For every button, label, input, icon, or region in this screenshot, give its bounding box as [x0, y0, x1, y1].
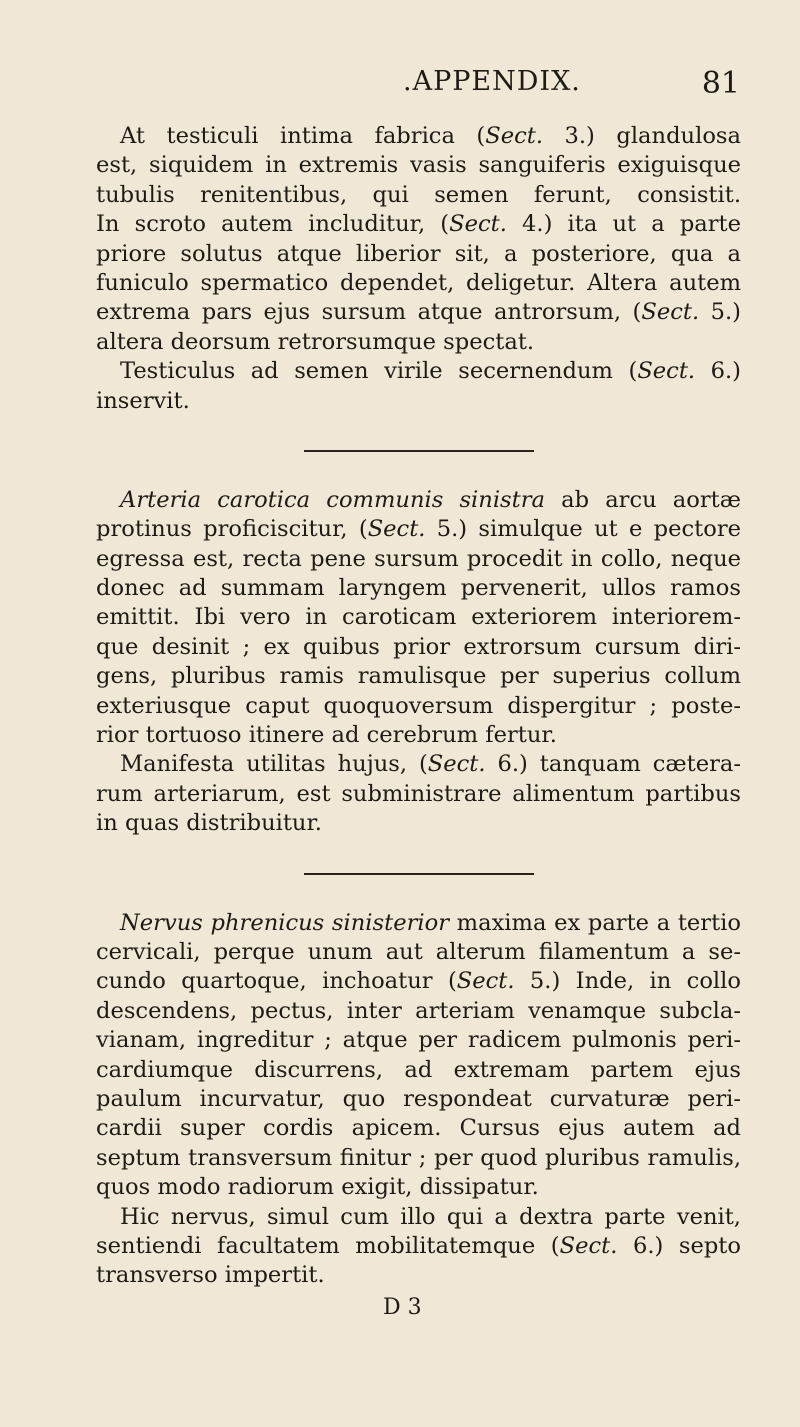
text-line — [96, 938, 741, 967]
text-line — [96, 750, 741, 779]
text-run: altera deorsum retrorsumque spectat. — [96, 328, 535, 355]
text-line — [96, 574, 741, 603]
running-title: .APPENDIX. — [403, 66, 581, 97]
text-run: rior tortuoso itinere ad cerebrum fertur. — [96, 722, 557, 749]
text-line — [96, 1026, 741, 1055]
text-run: In scroto autem includitur, ( — [96, 211, 450, 238]
text-run: cervicali, perque unum aut alterum filamentum a se- — [96, 938, 741, 965]
text-line — [96, 633, 741, 662]
text-line — [96, 1085, 741, 1114]
italic-text: Sect. — [367, 516, 426, 543]
text-line — [96, 809, 741, 838]
signature-mark: D 3 — [383, 1294, 422, 1320]
text-line — [96, 909, 741, 938]
text-run: gens, pluribus ramis ramulisque per superius collum — [96, 663, 741, 690]
text-run: inservit. — [96, 387, 190, 414]
text-line — [96, 780, 741, 809]
text-run: Manifesta utilitas hujus, ( — [120, 751, 428, 778]
text-run: 6.) tanquam cætera- — [485, 751, 741, 778]
text-run: rum arteriarum, est subministrare alimentum partibus — [96, 780, 741, 807]
text-run: donec ad summam laryngem pervenerit, ullos ramos — [96, 575, 741, 602]
text-run: paulum incurvatur, quo respondeat curvaturæ peri- — [96, 1085, 741, 1112]
text-run: sentiendi facultatem mobilitatemque ( — [96, 1232, 560, 1259]
text-run: Hic nervus, simul cum illo qui a dextra parte venit, — [120, 1203, 741, 1230]
running-head — [0, 66, 800, 106]
paragraph — [96, 1203, 741, 1291]
italic-text: Nervus phrenicus sinisterior — [120, 909, 450, 936]
text-run: vianam, ingreditur ; atque per radicem pulmonis peri- — [96, 1027, 741, 1054]
text-line — [96, 1114, 741, 1143]
text-line — [96, 662, 741, 691]
text-line — [96, 1232, 741, 1261]
text-run: septum transversum finitur ; per quod pluribus ramulis, — [96, 1144, 741, 1171]
section-separator — [96, 839, 741, 909]
italic-text: Sect. — [427, 751, 486, 778]
text-run: tubulis renitentibus, qui semen ferunt, consistit. — [96, 181, 741, 208]
section-separator — [96, 416, 741, 486]
text-run: extrema pars ejus sursum atque antrorsum, ( — [96, 299, 642, 326]
text-run: 5.) — [699, 299, 741, 326]
text-line — [96, 1056, 741, 1085]
text-run: cardii super cordis apicem. Cursus ejus autem ad — [96, 1115, 741, 1142]
text-run: Testiculus ad semen virile secernendum ( — [120, 358, 638, 385]
text-run: emittit. Ibi vero in caroticam exteriorem interiorem- — [96, 604, 741, 631]
italic-text: Sect. — [559, 1232, 618, 1259]
text-run: egressa est, recta pene sursum procedit in collo, neque — [96, 545, 741, 572]
text-line — [96, 1144, 741, 1173]
section — [96, 486, 741, 839]
text-run: 6.) — [695, 358, 742, 385]
paragraph — [96, 486, 741, 751]
text-line — [96, 545, 741, 574]
text-line — [96, 997, 741, 1026]
text-line — [96, 387, 741, 416]
text-line — [96, 1203, 741, 1232]
text-line — [96, 692, 741, 721]
section — [96, 909, 741, 1291]
text-run: descendens, pectus, inter arteriam venamque subcla- — [96, 997, 741, 1024]
text-run: est, siquidem in extremis vasis sanguiferis exiguisque — [96, 152, 741, 179]
paragraph — [96, 357, 741, 416]
text-line — [96, 210, 741, 239]
text-run: 5.) simulque ut e pectore — [425, 516, 741, 543]
text-line — [96, 967, 741, 996]
separator-rule — [304, 450, 534, 452]
text-run: At testiculi intima fabrica ( — [120, 123, 486, 149]
text-line — [96, 1173, 741, 1202]
paragraph — [96, 122, 741, 357]
section — [96, 122, 741, 416]
text-run: maxima ex parte a tertio — [449, 909, 741, 936]
text-line — [96, 298, 741, 327]
text-run: 6.) septo — [617, 1232, 741, 1259]
italic-text: Sect. — [637, 358, 696, 385]
text-line — [96, 515, 741, 544]
text-run: priore solutus atque liberior sit, a posteriore, qua a — [96, 240, 741, 267]
italic-text: Sect. — [456, 968, 515, 995]
page-number: 81 — [701, 66, 740, 101]
text-run: funiculo spermatico dependet, deligetur. Altera autem — [96, 269, 741, 296]
text-run: protinus proficiscitur, ( — [96, 516, 368, 543]
text-run: quos modo radiorum exigit, dissipatur. — [96, 1174, 539, 1201]
text-run: 4.) ita ut a parte — [506, 211, 741, 238]
italic-text: Sect. — [641, 299, 700, 326]
text-line — [96, 151, 741, 180]
text-line — [96, 357, 741, 386]
text-run: que desinit ; ex quibus prior extrorsum cursum diri- — [96, 633, 741, 660]
italic-text: Sect. — [449, 211, 507, 238]
text-run: transverso impertit. — [96, 1262, 325, 1289]
text-line — [96, 328, 741, 357]
text-run: exteriusque caput quoquoversum dispergitur ; poste- — [96, 692, 741, 719]
text-line — [96, 1261, 741, 1290]
separator-rule — [304, 873, 534, 875]
text-run: ab arcu aortæ — [545, 486, 741, 513]
text-line — [96, 122, 741, 151]
text-line — [96, 240, 741, 269]
text-run: cundo quartoque, inchoatur ( — [96, 968, 457, 995]
paragraph — [96, 909, 741, 1203]
body-text — [96, 122, 741, 1322]
text-run: 5.) Inde, in collo — [514, 968, 741, 995]
paragraph — [96, 750, 741, 838]
text-line — [96, 603, 741, 632]
text-line — [96, 721, 741, 750]
italic-text: Arteria carotica communis sinistra — [120, 486, 545, 513]
text-run: cardiumque discurrens, ad extremam partem ejus — [96, 1056, 741, 1083]
text-line — [96, 269, 741, 298]
text-run: 3.) glandulosa — [543, 123, 741, 149]
text-line — [96, 181, 741, 210]
text-run: in quas distribuitur. — [96, 810, 322, 837]
italic-text: Sect. — [485, 123, 543, 149]
text-line — [96, 486, 741, 515]
